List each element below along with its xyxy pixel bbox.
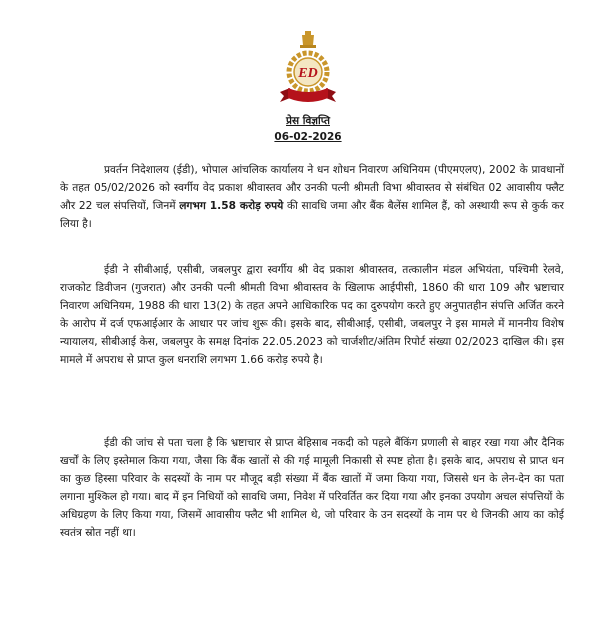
ed-emblem-icon [276,30,340,112]
paragraph-1-text: प्रवर्तन निदेशालय (ईडी), भोपाल आंचलिक कार्यालय ने धन शोधन निवारण अधिनियम (पीएमएलए), 2002 के प्रावधानों के तहत 05/02/2026 को स्वर्गीय वेद प्रकाश श्रीवास्तव और उनकी पत्नी श्रीमती विभा श्रीवास्तव से संबंधित 02 आवासीय फ्लैट और 22 चल संपत्तियों, जिनमें [60,164,564,212]
svg-text:ED: ED [298,66,318,81]
paragraph-3 [60,434,564,542]
page-title: प्रेस विज्ञप्ति [286,115,330,127]
paragraph-1 [60,161,564,233]
paragraph-2 [60,261,564,369]
paragraph-3-text: ईडी की जांच से पता चला है कि भ्रष्टाचार से प्राप्त बेहिसाब नकदी को पहले बैंकिंग प्रणाली से बाहर रखा गया और दैनिक खर्चों के लिए इस्तेमाल किया गया, जैसा कि बैंक खातों से की गई मामूली निकासी से स्पष्ट होता है। इसके बाद, अपराध से प्राप्त धन का कुछ हिस्सा परिवार के सदस्यों के नाम पर मौजूद बड़ी संख्या में बैंक खातों में जमा किया गया, जिससे धन के लेन-देन का पता लगाना मुश्किल हो गया। बाद में इन निधियों को सावधि जमा, निवेश में परिवर्तित कर दिया गया और इनका उपयोग अचल संपत्तियों के अधिग्रहण के लिए किया गया, जिसमें आवासीय फ्लैट भी शामिल थे, जो परिवार के उन सदस्यों के नाम पर थे जिनकी आय का कोई स्वतंत्र स्रोत नहीं था। [60,437,565,539]
paragraph-1-text-end: की सावधि जमा और बैंक बैलेंस शामिल हैं, को अस्थायी रूप से कुर्क कर लिया है। [60,200,564,230]
paragraph-1-bold: लगभग 1.58 करोड़ रुपये [179,200,284,212]
paragraph-2-text: ईडी ने सीबीआई, एसीबी, जबलपुर द्वारा स्वर्गीय श्री वेद प्रकाश श्रीवास्तव, तत्कालीन मंडल अभियंता, पश्चिमी रेलवे, राजकोट डिवीजन (गुजरात) और उनकी पत्नी श्रीमती विभा श्रीवास्तव के खिलाफ आईपीसी, 1860 की धारा 109 और भ्रष्टाचार निवारण अधिनियम, 1988 की धारा 13(2) के तहत अपने आधिकारिक पद का दुरुपयोग करते हुए अनुपातहीन संपत्ति अर्जित करने के आरोप में दर्ज एफआईआर के आधार पर जांच शुरू की। इसके बाद, सीबीआई, एसीबी, जबलपुर ने इस मामले में माननीय विशेष न्यायालय, सीबीआई केस, जबलपुर के समक्ष दिनांक 22.05.2023 को चार्जशीट/अंतिम रिपोर्ट संख्या 02/2023 दाखिल की। इस मामले में अपराध से प्राप्त कुल धनराशि लगभग 1.66 करोड़ रुपये है। [60,264,564,366]
release-date: 06-02-2026 [274,131,342,143]
